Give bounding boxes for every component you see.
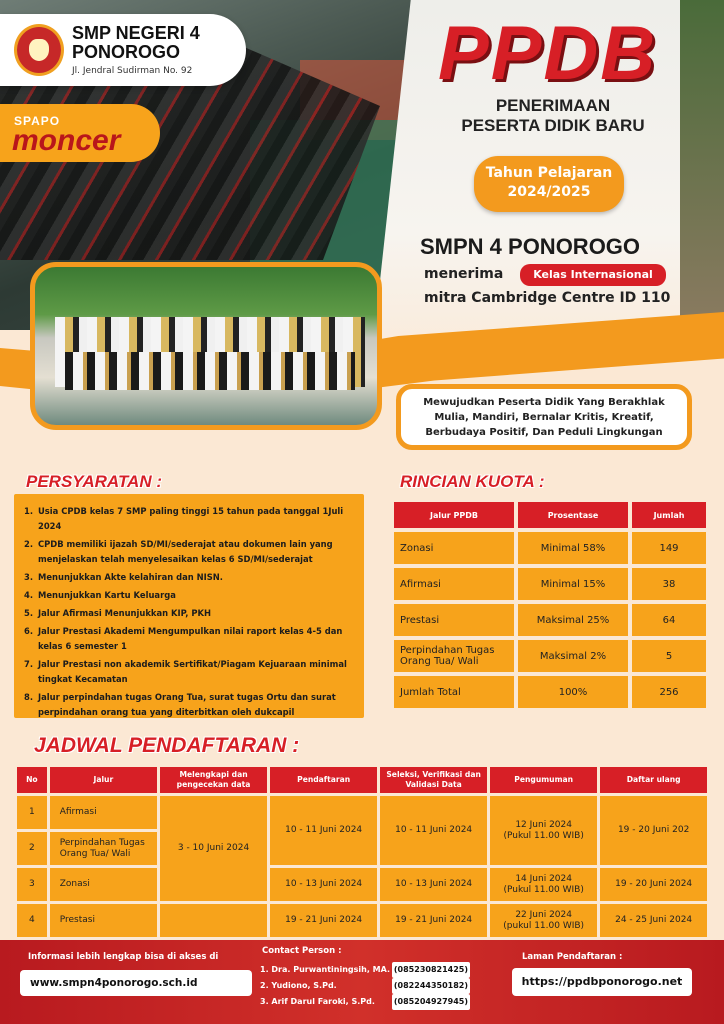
contact-row [260, 994, 470, 1010]
kuota-header: Jalur PPDB [394, 502, 514, 528]
kuota-cell: 149 [632, 532, 706, 564]
pengumuman-cell [490, 796, 597, 865]
kuota-cell: Maksimal 25% [518, 604, 628, 636]
col-pendaftaran: Pendaftaran [270, 767, 377, 793]
menerima-text: menerima [424, 266, 504, 282]
seleksi-cell: 19 - 21 Juni 2024 [380, 904, 487, 937]
list-item-number: 6. [24, 626, 34, 636]
website-link[interactable]: www.smpn4ponorogo.sch.id [20, 970, 252, 996]
pengumuman-cell [490, 868, 597, 901]
contact-phone[interactable]: (085230821425) [392, 962, 470, 978]
table-row [394, 532, 706, 564]
list-item [24, 570, 354, 585]
contact-name: 2. Yudiono, S.Pd. [260, 981, 337, 990]
year-value: 2024/2025 [507, 184, 591, 200]
list-item-number: 1. [24, 506, 34, 516]
pendaftaran-cell: 10 - 13 Juni 2024 [270, 868, 377, 901]
contact-person-title: Contact Person : [262, 946, 342, 956]
kuota-header: Jumlah [632, 502, 706, 528]
ppdb-title: PPDB [438, 11, 658, 96]
list-item-text: Menunjukkan Akte kelahiran dan NISN. [38, 572, 223, 582]
daftar-ulang-cell: 19 - 20 Juni 2024 [600, 868, 707, 901]
table-row [394, 568, 706, 600]
melengkapi-cell: 3 - 10 Juni 2024 [160, 796, 267, 901]
school-logo-icon [14, 24, 64, 76]
list-item [24, 690, 354, 720]
school-name-line1: SMP NEGERI 4 [72, 23, 200, 43]
footer-info-text: Informasi lebih lengkap bisa di akses di [28, 952, 219, 962]
registration-link[interactable]: https://ppdbponorogo.net [512, 968, 692, 996]
kuota-cell: Perpindahan Tugas Orang Tua/ Wali [394, 640, 514, 672]
kuota-cell: Maksimal 2% [518, 640, 628, 672]
list-item-text: CPDB memiliki ijazah SD/MI/sederajat atau dokumen lain yang menjelaskan telah menyelesaikan kelas 6 SD/MI/sederajat [38, 539, 333, 564]
contact-phone[interactable]: (082244350182) [392, 978, 470, 994]
contact-row [260, 978, 470, 994]
pengumuman-date: 14 Juni 2024 [515, 873, 572, 884]
daftar-ulang-cell: 24 - 25 Juni 2024 [600, 904, 707, 937]
row-no: 1 [17, 796, 47, 829]
moncer-label: moncer [12, 124, 121, 157]
list-item [24, 606, 354, 621]
list-item [24, 537, 354, 567]
kuota-cell: 5 [632, 640, 706, 672]
jadwal-table [14, 764, 710, 940]
contact-list [260, 962, 470, 1010]
subtitle-line1: PENERIMAAN [495, 96, 611, 115]
table-row [17, 796, 707, 829]
motto-line2: Mulia, Mandiri, Bernalar Kritis, Kreatif, [434, 412, 654, 423]
subtitle-line2: PESERTA DIDIK BARU [461, 116, 645, 135]
col-seleksi: Seleksi, Verifikasi dan Validasi Data [380, 767, 487, 793]
pengumuman-date: 22 Juni 2024 [515, 909, 572, 920]
col-pengumuman: Pengumuman [490, 767, 597, 793]
row-no: 4 [17, 904, 47, 937]
kuota-title: RINCIAN KUOTA : [400, 472, 545, 491]
list-item-text: Jalur perpindahan tugas Orang Tua, surat tugas Ortu dan surat perpindahan orang tua yang diterbitkan oleh dukcapil [38, 692, 336, 717]
row-jalur: Zonasi [50, 868, 157, 901]
side-photo [680, 0, 724, 340]
pendaftaran-cell: 19 - 21 Juni 2024 [270, 904, 377, 937]
contact-row [260, 962, 470, 978]
kuota-cell: Jumlah Total [394, 676, 514, 708]
contact-name: 1. Dra. Purwantiningsih, MA. [260, 965, 390, 974]
table-row [394, 676, 706, 708]
kuota-table [390, 498, 710, 712]
school-headline: SMPN 4 PONOROGO [420, 234, 641, 259]
motto-line1: Mewujudkan Peserta Didik Yang Berakhlak [423, 397, 665, 408]
list-item-text: Usia CPDB kelas 7 SMP paling tinggi 15 tahun pada tanggal 1Juli 2024 [38, 506, 344, 531]
row-no: 3 [17, 868, 47, 901]
row-no: 2 [17, 832, 47, 865]
list-item [24, 504, 354, 534]
persyaratan-title: PERSYARATAN : [26, 472, 162, 491]
list-item [24, 657, 354, 687]
list-item-text: Menunjukkan Kartu Keluarga [38, 590, 176, 600]
contact-name: 3. Arif Darul Faroki, S.Pd. [260, 997, 375, 1006]
laman-title: Laman Pendaftaran : [522, 952, 623, 962]
row-jalur: Afirmasi [50, 796, 157, 829]
kuota-cell: Minimal 15% [518, 568, 628, 600]
kuota-cell: 256 [632, 676, 706, 708]
year-label: Tahun Pelajaran [485, 165, 613, 181]
table-row [394, 604, 706, 636]
kuota-cell: Minimal 58% [518, 532, 628, 564]
pengumuman-time: (Pukul 11.00 WIB) [503, 884, 584, 895]
col-daftar-ulang: Daftar ulang [600, 767, 707, 793]
kuota-cell: 38 [632, 568, 706, 600]
group-photo [30, 262, 382, 430]
table-row [394, 640, 706, 672]
pengumuman-time: (Pukul 11.00 WIB) [503, 830, 584, 841]
list-item-number: 3. [24, 572, 34, 582]
kuota-cell: 100% [518, 676, 628, 708]
pengumuman-date: 12 Juni 2024 [515, 819, 572, 830]
jadwal-title: JADWAL PENDAFTARAN : [34, 734, 300, 757]
col-no: No [17, 767, 47, 793]
pengumuman-cell [490, 904, 597, 937]
list-item-text: Jalur Prestasi Akademi Mengumpulkan nilai raport kelas 4-5 dan kelas 6 semester 1 [38, 626, 343, 651]
kuota-header: Prosentase [518, 502, 628, 528]
list-item-text: Jalur Prestasi non akademik Sertifikat/Piagam Kejuaraan minimal tingkat Kecamatan [38, 659, 347, 684]
table-row [17, 868, 707, 901]
list-item-number: 5. [24, 608, 34, 618]
school-address: Jl. Jendral Sudirman No. 92 [72, 66, 193, 76]
persyaratan-list [24, 504, 354, 720]
daftar-ulang-cell: 19 - 20 Juni 202 [600, 796, 707, 865]
contact-phone[interactable]: (085204927945) [392, 994, 470, 1010]
col-jalur: Jalur [50, 767, 157, 793]
motto-box [396, 384, 692, 450]
pendaftaran-cell: 10 - 11 Juni 2024 [270, 796, 377, 865]
cambridge-partner-text: mitra Cambridge Centre ID 110 [424, 290, 671, 306]
school-name-line2: PONOROGO [72, 42, 181, 62]
kelas-internasional-badge: Kelas Internasional [520, 264, 666, 286]
kuota-cell: Afirmasi [394, 568, 514, 600]
list-item-number: 7. [24, 659, 34, 669]
spapo-label: SPAPO [14, 114, 61, 128]
hero-subtitle [418, 96, 688, 136]
school-name [72, 24, 200, 62]
row-jalur: Prestasi [50, 904, 157, 937]
list-item-number: 2. [24, 539, 34, 549]
table-row [17, 904, 707, 937]
list-item-number: 4. [24, 590, 34, 600]
row-jalur: Perpindahan Tugas Orang Tua/ Wali [50, 832, 157, 865]
list-item [24, 624, 354, 654]
col-melengkapi: Melengkapi dan pengecekan data [160, 767, 267, 793]
school-header [0, 14, 246, 86]
academic-year-pill [474, 156, 624, 212]
seleksi-cell: 10 - 11 Juni 2024 [380, 796, 487, 865]
persyaratan-box [14, 494, 364, 718]
kuota-cell: Zonasi [394, 532, 514, 564]
motto-line3: Berbudaya Positif, Dan Peduli Lingkungan [425, 427, 663, 438]
seleksi-cell: 10 - 13 Juni 2024 [380, 868, 487, 901]
list-item [24, 588, 354, 603]
list-item-text: Jalur Afirmasi Menunjukkan KIP, PKH [38, 608, 211, 618]
list-item-number: 8. [24, 692, 34, 702]
kuota-cell: Prestasi [394, 604, 514, 636]
kuota-cell: 64 [632, 604, 706, 636]
pengumuman-time: (pukul 11.00 WIB) [503, 920, 585, 931]
melengkapi-cell-empty [160, 904, 267, 937]
